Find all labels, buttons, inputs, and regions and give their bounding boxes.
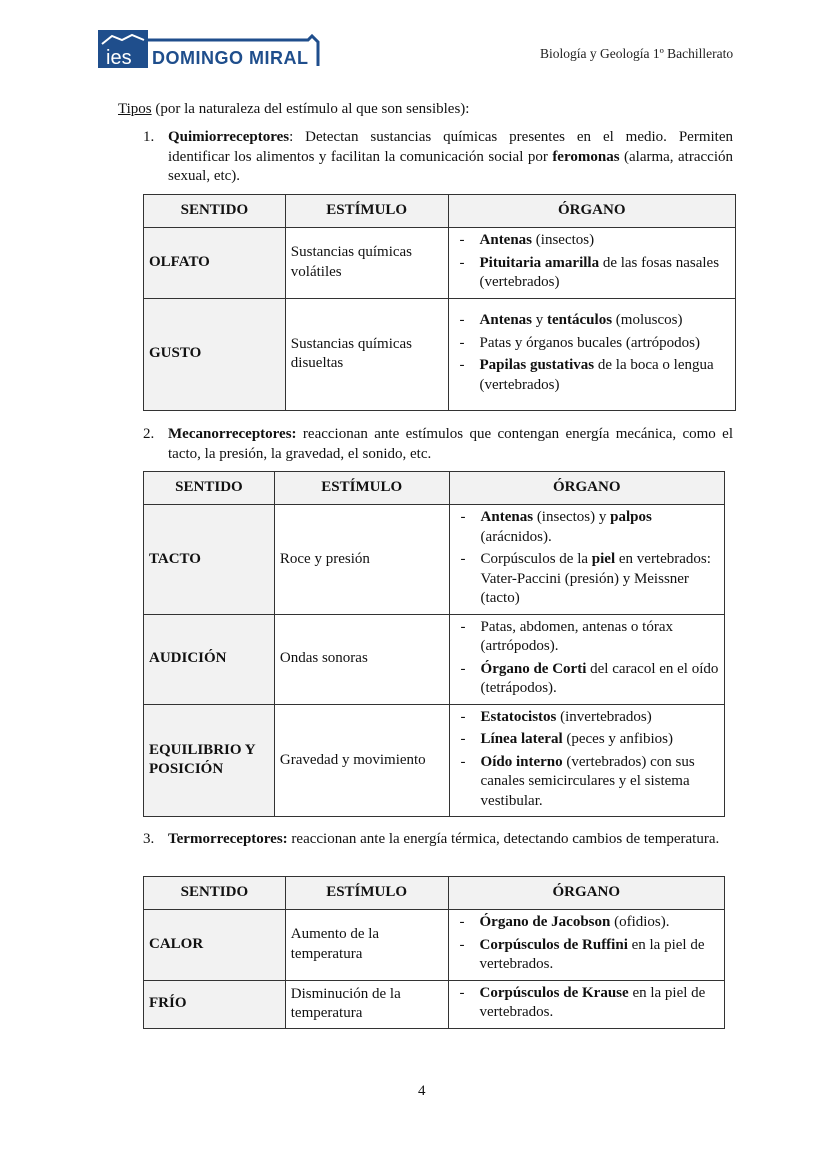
cell-sentido: AUDICIÓN (144, 614, 275, 704)
organ-text: (ofidios). (610, 914, 670, 930)
organ-text: (invertebrados) (556, 708, 652, 725)
cell-estimulo: Sustancias químicas volátiles (285, 228, 448, 299)
organ-list (454, 913, 720, 975)
organ-list-item (455, 508, 719, 547)
organ-text: Patas, abdomen, antenas o tórax (artrópodos). (480, 618, 673, 654)
cell-organo (449, 614, 724, 704)
column-header: ESTÍMULO (285, 877, 448, 910)
cell-organo (448, 910, 725, 981)
organ-text: (insectos) y (533, 509, 611, 525)
section-text: (alarma, atracción sexual, etc). (168, 148, 733, 184)
organ-list-item (455, 618, 719, 657)
organ-list-item (454, 913, 720, 933)
section-number: 3. (143, 831, 155, 847)
school-logo (98, 28, 322, 70)
organ-list-item (454, 254, 730, 293)
column-header: ÓRGANO (448, 877, 725, 910)
organ-text: (arácnidos). (480, 528, 552, 545)
cell-sentido: CALOR (144, 910, 286, 981)
cell-organo (448, 980, 725, 1028)
section-quimiorreceptores (143, 128, 733, 187)
organ-list-item (454, 334, 730, 354)
logo-prefix: ies (106, 47, 132, 69)
organ-list-item (454, 231, 730, 251)
column-header: ESTÍMULO (274, 472, 449, 505)
cell-organo (449, 704, 724, 817)
section-termorreceptores (143, 830, 733, 850)
cell-sentido: OLFATO (144, 228, 286, 299)
section-text: reaccionan ante estímulos que contengan energía mecánica, como el tacto, la presión, la gravedad, el sonido, etc. (168, 426, 733, 462)
cell-organo (448, 228, 735, 299)
page-number: 4 (418, 1083, 426, 1099)
organ-list-item (455, 660, 719, 699)
cell-estimulo: Gravedad y movimiento (274, 704, 449, 817)
cell-sentido: GUSTO (144, 298, 286, 410)
column-header: SENTIDO (144, 195, 286, 228)
cell-sentido: EQUILIBRIO Y POSICIÓN (144, 704, 275, 817)
column-header: SENTIDO (144, 472, 275, 505)
organ-text: en la piel de vertebrados. (479, 936, 705, 972)
organ-list-item (455, 730, 719, 750)
organ-term: Oído interno (480, 753, 563, 770)
organ-term: Papilas gustativas (479, 357, 595, 373)
organ-list-item (455, 753, 719, 812)
section-number: 2. (143, 426, 155, 442)
table-row (144, 910, 725, 981)
intro-rest: (por la naturaleza del estímulo al que son sensibles): (151, 101, 470, 117)
cell-estimulo: Aumento de la temperatura (285, 910, 448, 981)
cell-estimulo: Roce y presión (274, 505, 449, 615)
subject-header: Biología y Geología 1º Bachillerato (540, 46, 734, 61)
table-header-row (144, 195, 736, 228)
organ-term: Antenas (480, 509, 534, 525)
organ-term: Órgano de Corti (480, 660, 587, 677)
organ-list-item (454, 311, 730, 331)
organ-text: de las fosas nasales (vertebrados) (479, 254, 720, 290)
cell-estimulo: Sustancias químicas disueltas (285, 298, 448, 410)
table-termorreceptores (143, 876, 725, 1029)
table-header-row (144, 472, 725, 505)
organ-text: de la boca o lengua (vertebrados) (479, 357, 714, 393)
organ-list-item (454, 356, 730, 395)
table-row (144, 980, 725, 1028)
organ-list (454, 311, 730, 395)
cell-sentido: FRÍO (144, 980, 286, 1028)
organ-list-item (455, 708, 719, 728)
logo-text: DOMINGO MIRAL (152, 48, 309, 68)
table-quimiorreceptores (143, 194, 736, 411)
organ-list (454, 984, 720, 1023)
organ-text: del caracol en el oído (tetrápodos). (480, 660, 719, 696)
intro-underlined: Tipos (118, 101, 152, 117)
organ-term: Corpúsculos de Krause (479, 984, 629, 1001)
section-text: reaccionan ante la energía térmica, detectando cambios de temperatura. (287, 831, 720, 847)
table-mecanorreceptores (143, 471, 725, 817)
section-title: Quimiorreceptores (168, 129, 290, 145)
organ-text: (peces y anfibios) (562, 731, 674, 747)
cell-sentido: TACTO (144, 505, 275, 615)
organ-term: Línea lateral (480, 731, 563, 747)
section-mecanorreceptores (143, 425, 733, 464)
organ-term: Corpúsculos de Ruffini (479, 936, 628, 953)
organ-text: (insectos) (532, 232, 595, 248)
organ-term: Estatocistos (480, 708, 557, 725)
organ-term: tentáculos (547, 312, 613, 328)
cell-estimulo: Ondas sonoras (274, 614, 449, 704)
organ-list-item (454, 984, 720, 1023)
section-text: : Detectan sustancias químicas presentes en el medio. Permiten identificar los alimentos y facilitan la comunicación social por (168, 129, 733, 165)
organ-term: Antenas (479, 232, 533, 248)
cell-organo (448, 298, 735, 410)
organ-list-item (454, 936, 720, 975)
organ-term: Antenas (479, 312, 533, 328)
section-number: 1. (143, 129, 155, 145)
organ-list-item (455, 550, 719, 609)
section-title: Mecanorreceptores: (168, 426, 297, 442)
table-header-row (144, 877, 725, 910)
column-header: SENTIDO (144, 877, 286, 910)
intro-line (118, 101, 469, 118)
organ-list (455, 618, 719, 699)
section-title: Termorreceptores: (168, 831, 288, 847)
organ-text: en la piel de vertebrados. (479, 984, 706, 1020)
organ-text: Corpúsculos de la (480, 551, 592, 567)
organ-term: Órgano de Jacobson (479, 914, 611, 930)
cell-organo (449, 505, 724, 615)
organ-text: Patas y órganos bucales (artrópodos) (479, 334, 701, 351)
table-row (144, 704, 725, 817)
organ-text: y (532, 312, 548, 328)
organ-list (455, 708, 719, 812)
organ-term: piel (591, 551, 616, 567)
organ-text: en vertebrados: Vater-Paccini (presión) y Meissner (tacto) (480, 551, 711, 606)
section-bold-term: feromonas (552, 148, 620, 165)
organ-list (454, 231, 730, 293)
organ-list (455, 508, 719, 609)
organ-text: (moluscos) (612, 312, 683, 328)
column-header: ÓRGANO (448, 195, 735, 228)
cell-estimulo: Disminución de la temperatura (285, 980, 448, 1028)
organ-term: palpos (610, 509, 652, 525)
organ-term: Pituitaria amarilla (479, 254, 600, 271)
table-row (144, 298, 736, 410)
column-header: ESTÍMULO (285, 195, 448, 228)
table-row (144, 614, 725, 704)
table-row (144, 228, 736, 299)
column-header: ÓRGANO (449, 472, 724, 505)
organ-text: (vertebrados) con sus canales semicirculares y el sistema vestibular. (480, 753, 695, 809)
table-row (144, 505, 725, 615)
